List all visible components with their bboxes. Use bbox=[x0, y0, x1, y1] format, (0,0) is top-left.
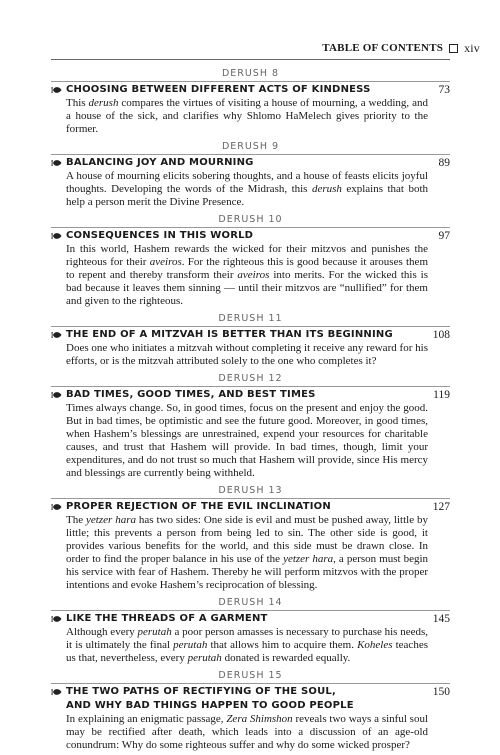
fleuron-icon bbox=[51, 231, 62, 241]
entry-title-row[interactable] bbox=[51, 328, 450, 342]
entry-page-number[interactable]: 127 bbox=[432, 501, 450, 513]
entry-description: In this world, Hashem rewards the wicked for their mitzvos and punishes the righteous for their aveiros. For the righteous this is good because it arouses them to repent and thereby transform their aveiros into merits. For the wicked this is bad because it leaves them sinning — until their mitzvos are “nullified” for them and given to the righteous. bbox=[66, 243, 428, 307]
fleuron-icon bbox=[51, 390, 62, 400]
section-label: DERUSH 12 bbox=[218, 373, 283, 384]
entry-page-number[interactable]: 73 bbox=[438, 84, 450, 96]
entry-title-row[interactable] bbox=[51, 500, 450, 514]
entry-page-number[interactable]: 97 bbox=[438, 230, 450, 242]
entry-description: A house of mourning elicits sobering thoughts, and a house of feasts elicits joyful thoughts. Developing the words of the Midrash, this derush explains that both help a person merit the Divine Presence. bbox=[66, 170, 428, 208]
entry-title-row[interactable] bbox=[51, 612, 450, 626]
square-icon bbox=[449, 44, 458, 53]
running-head bbox=[322, 40, 480, 56]
fleuron-icon bbox=[51, 330, 62, 340]
entry-title-row[interactable] bbox=[51, 685, 450, 713]
section-label: DERUSH 14 bbox=[218, 597, 283, 608]
entry-title[interactable]: PROPER REJECTION OF THE EVIL INCLINATION bbox=[66, 501, 331, 512]
section-label: DERUSH 13 bbox=[218, 485, 283, 496]
entry-title[interactable]: CONSEQUENCES IN THIS WORLD bbox=[66, 230, 254, 241]
running-head-page-number: xiv bbox=[464, 40, 480, 55]
entry-title-line2[interactable]: AND WHY BAD THINGS HAPPEN TO GOOD PEOPLE bbox=[66, 700, 354, 711]
toc-entry bbox=[51, 684, 450, 755]
entry-page-number[interactable]: 108 bbox=[432, 329, 450, 341]
entry-title-row[interactable] bbox=[51, 229, 450, 243]
header-rule bbox=[51, 59, 450, 60]
fleuron-icon bbox=[51, 502, 62, 512]
entry-description: The yetzer hara has two sides: One side is evil and must be pushed away, little by little; this prevents a person from being led to sin. The other side is good, it provides various benefits for the world, and this side must be drawn close. In order to find the proper balance in his use of the yetzer hara, a person must begin his service with fear of Hashem. Thereby he will perform mitzvos with the proper intentions and evoke Hashem’s reciprocation of blessing. bbox=[66, 514, 429, 591]
entry-title[interactable]: BALANCING JOY AND MOURNING bbox=[66, 157, 254, 168]
fleuron-icon bbox=[51, 614, 62, 624]
entry-title[interactable]: THE TWO PATHS OF RECTIFYING OF THE SOUL, bbox=[66, 686, 336, 697]
toc-entry bbox=[51, 611, 450, 668]
fleuron-icon bbox=[51, 85, 62, 95]
toc-entry bbox=[51, 499, 450, 595]
table-of-contents bbox=[51, 66, 450, 755]
entry-title[interactable]: BAD TIMES, GOOD TIMES, AND BEST TIMES bbox=[66, 389, 316, 400]
entry-description: In explaining an enigmatic passage, Zera Shimshon reveals two ways a sinful soul may be rectified after death, which leads into a discussion of an age-old conundrum: Why do some righteous suffer and why do some wicked prosper? bbox=[66, 713, 429, 751]
entry-title[interactable]: THE END OF A MITZVAH IS BETTER THAN ITS BEGINNING bbox=[66, 329, 393, 340]
section-label: DERUSH 9 bbox=[221, 141, 280, 152]
entry-title-row[interactable] bbox=[51, 388, 450, 402]
entry-title-row[interactable] bbox=[51, 156, 450, 170]
fleuron-icon bbox=[51, 687, 62, 697]
entry-description: Times always change. So, in good times, focus on the present and enjoy the good. But in bad times, be optimistic and see the future good. Moreover, in good times, when Hashem’s blessings are unrestrained, expend your resources for charitable causes, and trust that Hashem will provide. In bad times, though, limit your expenditures, and do not trust so much that Hashem will provide, since His mercy and blessings are currently being withheld. bbox=[66, 402, 428, 479]
entry-description: This derush compares the virtues of visiting a house of mourning, a wedding, and a house of the sick, and clarifies why Shlomo HaMelech gives priority to the former. bbox=[66, 97, 428, 135]
entry-title[interactable]: LIKE THE THREADS OF A GARMENT bbox=[66, 613, 268, 624]
section-label: DERUSH 8 bbox=[221, 68, 280, 79]
section-label: DERUSH 10 bbox=[218, 214, 283, 225]
entry-page-number[interactable]: 145 bbox=[432, 613, 450, 625]
toc-entry bbox=[51, 228, 450, 311]
toc-entry bbox=[51, 387, 450, 483]
entry-description: Does one who initiates a mitzvah without completing it receive any reward for his efforts, or is the mitzvah attributed solely to the one who completes it? bbox=[66, 342, 428, 367]
section-label: DERUSH 15 bbox=[218, 670, 283, 681]
toc-entry bbox=[51, 327, 450, 371]
fleuron-icon bbox=[51, 158, 62, 168]
toc-entry bbox=[51, 82, 450, 139]
entry-title-row[interactable] bbox=[51, 83, 450, 97]
entry-page-number[interactable]: 150 bbox=[432, 686, 450, 698]
entry-page-number[interactable]: 119 bbox=[433, 389, 450, 401]
section-label: DERUSH 11 bbox=[218, 313, 283, 324]
entry-page-number[interactable]: 89 bbox=[438, 157, 450, 169]
entry-description: Although every perutah a poor person amasses is necessary to purchase his needs, it is ultimately the final perutah that allows him to acquire them. Koheles teaches us that, nevertheless, every perutah donated is rewarded equally. bbox=[66, 626, 429, 664]
running-head-title: TABLE OF CONTENTS bbox=[322, 42, 444, 54]
toc-entry bbox=[51, 155, 450, 212]
entry-title[interactable]: CHOOSING BETWEEN DIFFERENT ACTS OF KINDNESS bbox=[66, 84, 371, 95]
